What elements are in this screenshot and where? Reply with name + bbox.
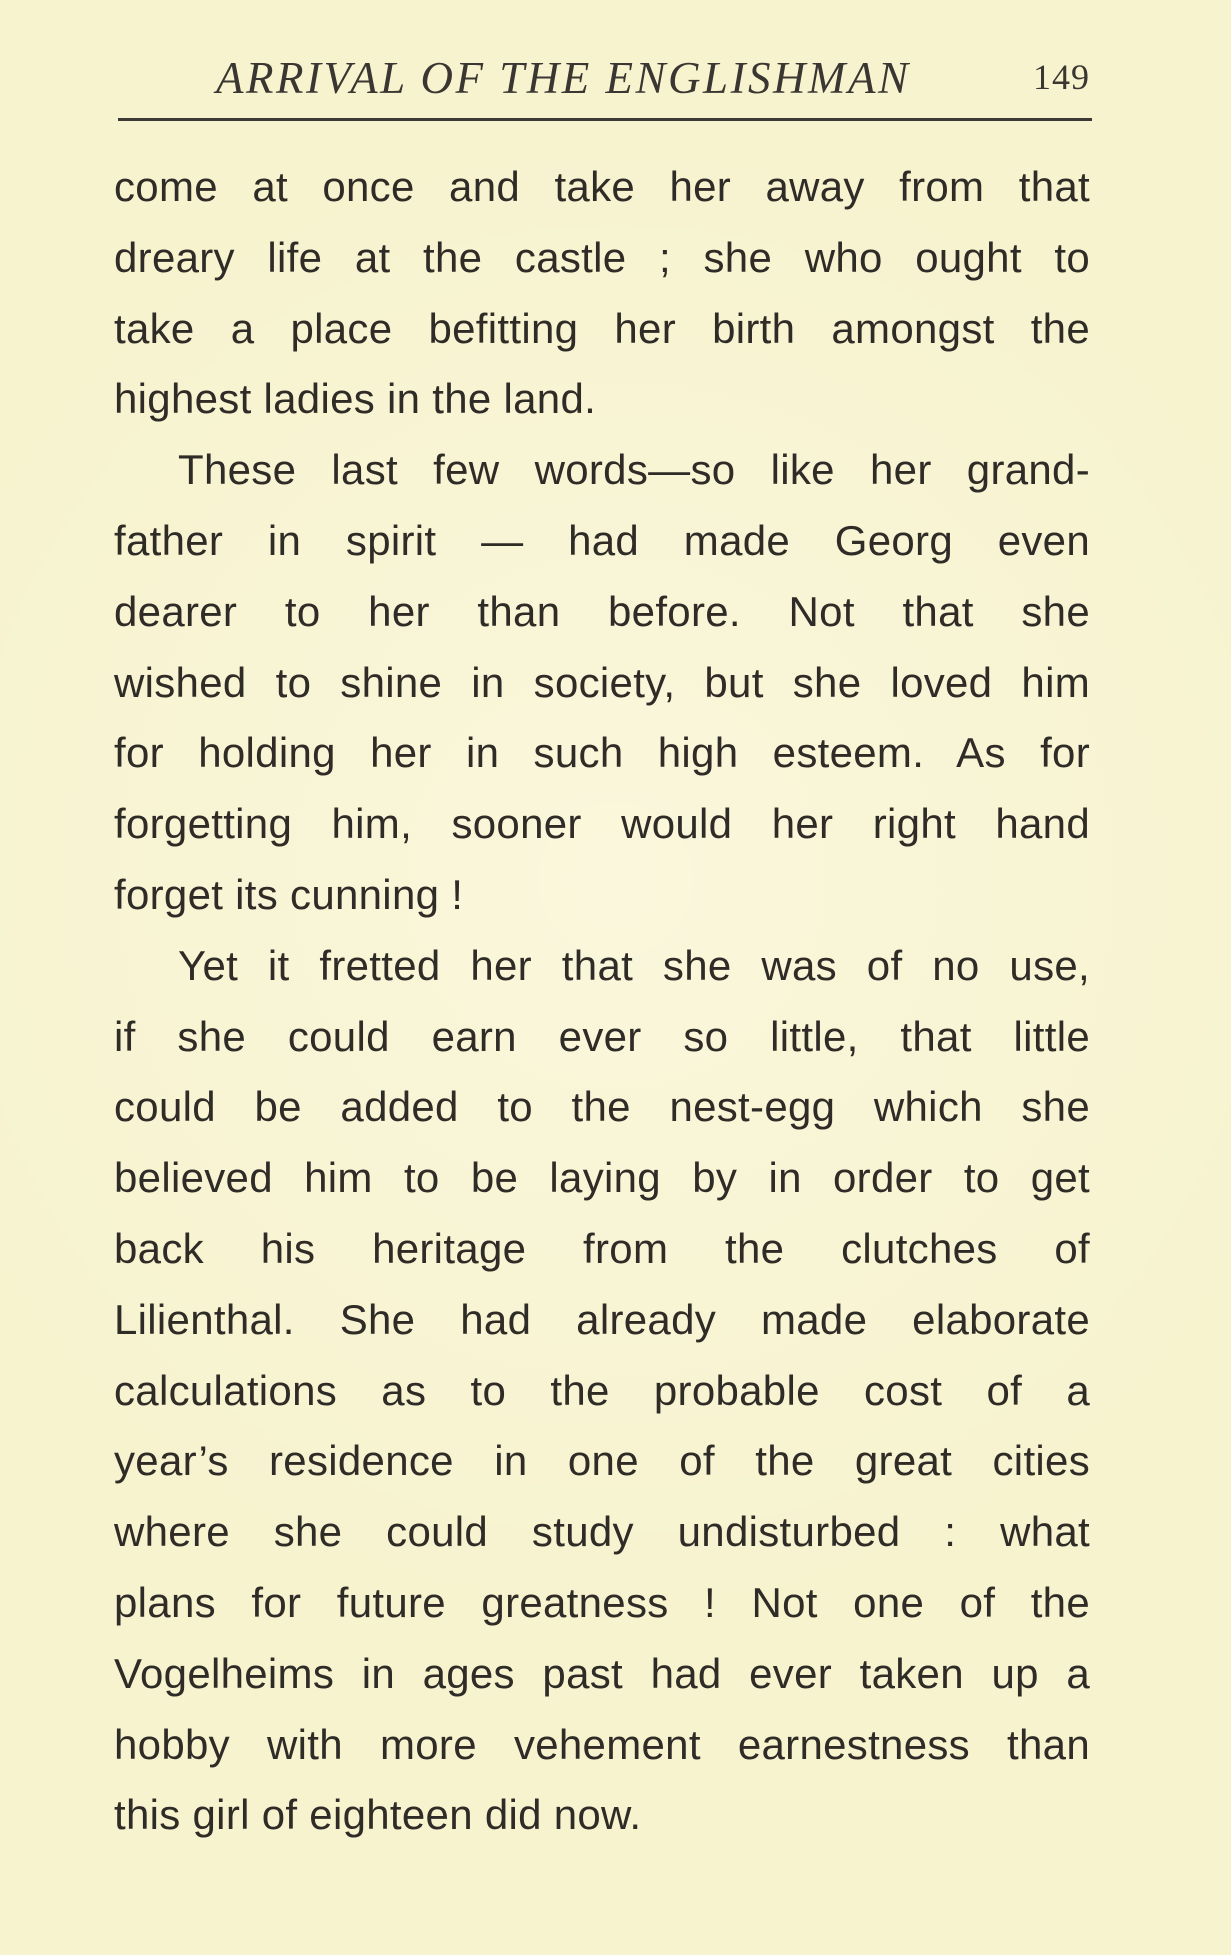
text-line: hobby with more vehement earnestness than [114,1720,1090,1768]
text-line: Lilienthal. She had already made elaborate [114,1295,1090,1343]
text-line: dearer to her than before. Not that she [114,587,1090,635]
text-line: highest ladies in the land. [114,375,597,423]
text-line: where she could study undisturbed : what [114,1508,1090,1556]
text-line: believed him to be laying by in order to get [114,1154,1090,1202]
text-line: year’s residence in one of the great cities [114,1437,1090,1485]
text-line: calculations as to the probable cost of a [114,1366,1090,1414]
running-head [0,52,1231,112]
text-line: could be added to the nest-egg which she [114,1083,1090,1131]
text-line: if she could earn ever so little, that little [114,1012,1090,1060]
body-text [114,152,1090,1851]
page-number: 149 [1033,57,1090,97]
text-line: plans for future greatness ! Not one of the [114,1578,1090,1626]
text-line: come at once and take her away from that [114,163,1090,210]
text-line: Vogelheims in ages past had ever taken up a [114,1649,1090,1697]
running-title: ARRIVAL OF THE ENGLISHMAN [216,53,911,103]
text-line: forget its cunning ! [114,870,464,918]
text-line: These last few words—so like her grand- [178,446,1090,494]
text-line: dreary life at the castle ; she who ought to [114,233,1090,281]
text-line: this girl of eighteen did now. [114,1791,642,1839]
text-line: forgetting him, sooner would her right hand [114,800,1090,848]
text-line: Yet it fretted her that she was of no use, [178,941,1090,989]
text-line: wished to shine in society, but she loved him [114,658,1090,706]
text-line: back his heritage from the clutches of [114,1224,1090,1272]
text-line: father in spirit — had made Georg even [114,516,1090,564]
text-line: for holding her in such high esteem. As for [114,729,1090,777]
header-rule [118,118,1092,121]
text-line: take a place befitting her birth amongst the [114,304,1090,352]
